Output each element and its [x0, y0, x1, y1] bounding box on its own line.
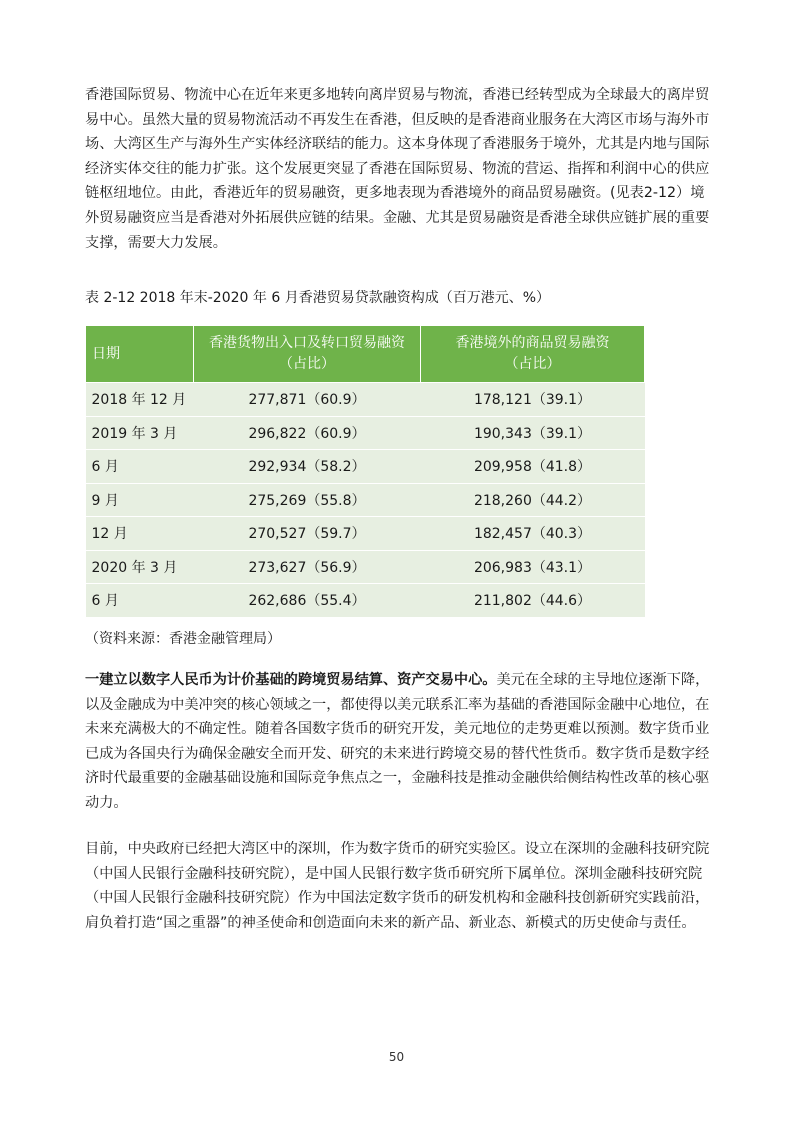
cell-local: 275,269（55.8） [194, 483, 421, 517]
table-row [86, 483, 645, 517]
table-source-note: （资料来源：香港金融管理局） [85, 631, 281, 647]
paragraph-body: 美元在全球的主导地位逐渐下降，以及金融成为中美冲突的核心领域之一，都使得以美元联系汇率为基础的香港国际金融中心地位，在未来充满极大的不确定性。随着各国数字货币的研究开发，美元地位的走势更难以预测。数字货币业已成为各国央行为确保金融安全而开发、研究的未来进行跨境交易的替代性货币。数字货币是数字经济时代最重要的金融基础设施和国际竞争焦点之一，金融科技是推动金融供给侧结构性改革的核心驱动力。 [85, 672, 710, 811]
table-row [86, 450, 645, 484]
cell-local: 262,686（55.4） [194, 584, 421, 617]
cell-offshore: 182,457（40.3） [421, 517, 645, 551]
table-row [86, 416, 645, 450]
header-offshore-trade-finance [421, 326, 645, 383]
header-date: 日期 [86, 326, 194, 383]
cell-offshore: 218,260（44.2） [421, 483, 645, 517]
cell-date: 9 月 [86, 483, 194, 517]
cell-offshore: 178,121（39.1） [421, 383, 645, 417]
cell-local: 292,934（58.2） [194, 450, 421, 484]
cell-date: 2019 年 3 月 [86, 416, 194, 450]
paragraph-offshore-trade: 香港国际贸易、物流中心在近年来更多地转向离岸贸易与物流，香港已经转型成为全球最大的离岸贸易中心。虽然大量的贸易物流活动不再发生在香港，但反映的是香港商业服务在大湾区市场与海外市场、大湾区生产与海外生产实体经济联结的能力。这本身体现了香港服务于境外，尤其是内地与国际经济实体交往的能力扩张。这个发展更突显了香港在国际贸易、物流的营运、指挥和利润中心的供应链枢纽地位。由此，香港近年的贸易融资，更多地表现为香港境外的商品贸易融资。(见表2-12）境外贸易融资应当是香港对外拓展供应链的结果。金融、尤其是贸易融资是香港全球供应链扩展的重要支撑，需要大力发展。 [85, 87, 710, 251]
trade-finance-table [85, 325, 645, 617]
header-local-trade-finance [194, 326, 421, 383]
header-local-share: （占比） [279, 356, 335, 372]
paragraph-digital-rmb [85, 668, 715, 816]
cell-date: 6 月 [86, 450, 194, 484]
header-offshore-title: 香港境外的商品贸易融资 [455, 335, 610, 351]
cell-local: 273,627（56.9） [194, 550, 421, 584]
cell-local: 277,871（60.9） [194, 383, 421, 417]
cell-date: 6 月 [86, 584, 194, 617]
cell-date: 2020 年 3 月 [86, 550, 194, 584]
paragraph-lead-heading: 一建立以数字人民币为计价基础的跨境贸易结算、资产交易中心。 [85, 672, 497, 688]
cell-date: 12 月 [86, 517, 194, 551]
table-row [86, 517, 645, 551]
table-row [86, 550, 645, 584]
cell-offshore: 211,802（44.6） [421, 584, 645, 617]
header-offshore-share: （占比） [504, 356, 561, 372]
header-local-title: 香港货物出入口及转口贸易融资 [209, 335, 405, 351]
cell-date: 2018 年 12 月 [86, 383, 194, 417]
cell-offshore: 209,958（41.8） [421, 450, 645, 484]
table-row [86, 383, 645, 417]
cell-local: 270,527（59.7） [194, 517, 421, 551]
cell-offshore: 190,343（39.1） [421, 416, 645, 450]
table-header-row [86, 326, 645, 383]
table-row [86, 584, 645, 617]
cell-offshore: 206,983（43.1） [421, 550, 645, 584]
paragraph-shenzhen-research: 目前，中央政府已经把大湾区中的深圳，作为数字货币的研究实验区。设立在深圳的金融科技研究院（中国人民银行金融科技研究院），是中国人民银行数字货币研究所下属单位。深圳金融科技研究院（中国人民银行金融科技研究院）作为中国法定数字货币的研发机构和金融科技创新研究实践前沿，肩负着打造“国之重器”的神圣使命和创造面向未来的新产品、新业态、新模式的历史使命与责任。 [85, 841, 710, 931]
page-number: 50 [388, 1050, 405, 1064]
table-caption: 表 2-12 2018 年末-2020 年 6 月香港贸易贷款融资构成（百万港元、%） [85, 290, 550, 306]
cell-local: 296,822（60.9） [194, 416, 421, 450]
